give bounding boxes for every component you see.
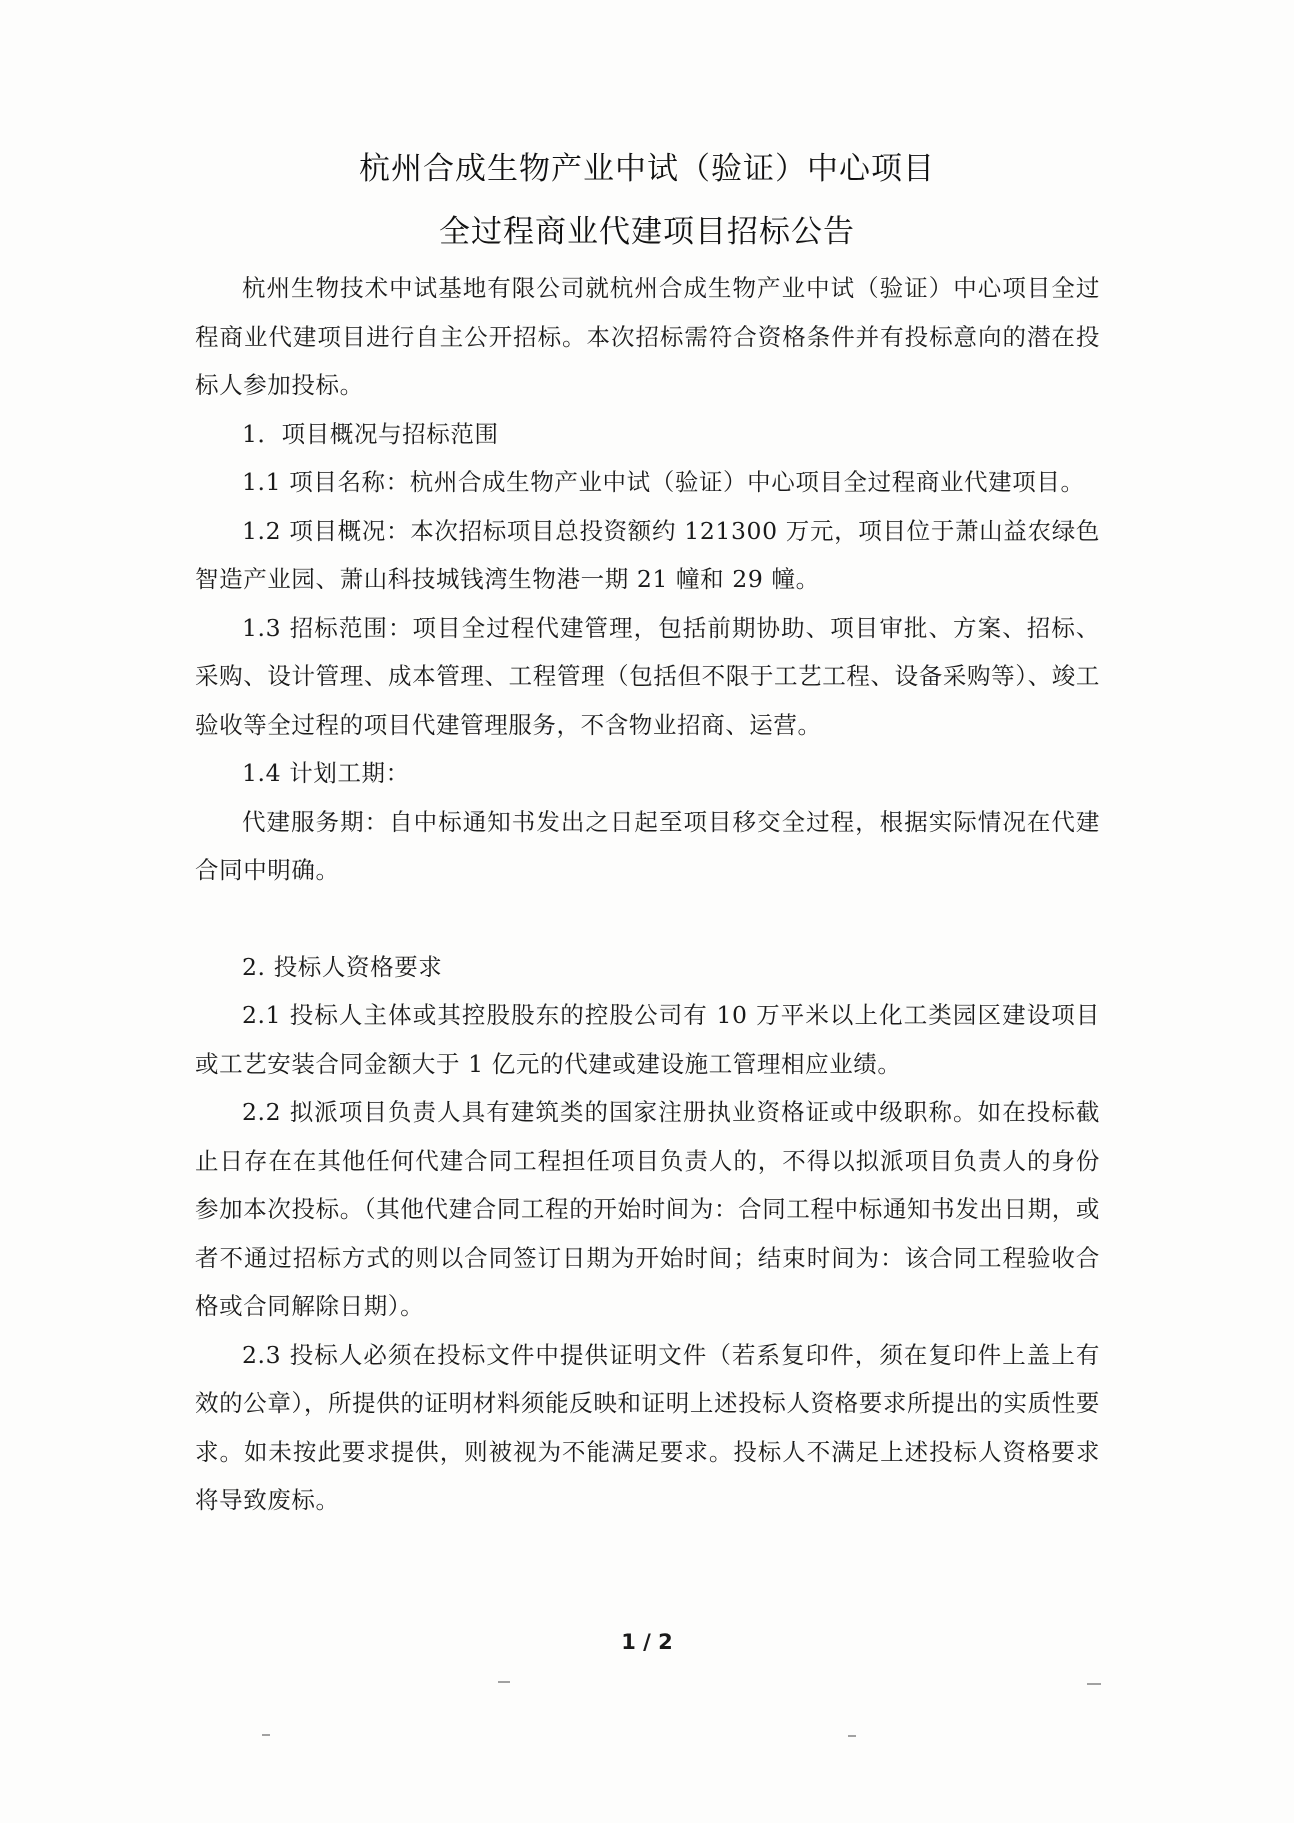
- scan-mark: [1087, 1683, 1101, 1685]
- section-heading-2: 2. 投标人资格要求: [242, 952, 443, 981]
- paragraph-1-2: 1.2 项目概况：本次招标项目总投资额约 121300 万元，项目位于萧山益农绿色智造产业园、萧山科技城钱湾生物港一期 21 幢和 29 幢。: [195, 516, 1100, 593]
- section-heading-1: 1．项目概况与招标范围: [242, 419, 499, 448]
- document-title-line-1: 杭州合成生物产业中试（验证）中心项目: [359, 151, 935, 187]
- document-title-line-2: 全过程商业代建项目招标公告: [439, 214, 855, 250]
- scan-mark: [848, 1735, 856, 1737]
- scan-mark: [262, 1734, 270, 1736]
- paragraph-2-2: 2.2 拟派项目负责人具有建筑类的国家注册执业资格证或中级职称。如在投标截止日存在在其他任何代建合同工程担任项目负责人的，不得以拟派项目负责人的身份参加本次投标。（其他代建合同工程的开始时间为：合同工程中标通知书发出日期，或者不通过招标方式的则以合同签订日期为开始时间；结束时间为：该合同工程验收合格或合同解除日期）。: [195, 1098, 1100, 1320]
- scan-mark: [498, 1681, 510, 1683]
- paragraph-2-3: 2.3 投标人必须在投标文件中提供证明文件（若系复印件，须在复印件上盖上有效的公章），所提供的证明材料须能反映和证明上述投标人资格要求所提出的实质性要求。如未按此要求提供，则被视为不能满足要求。投标人不满足上述投标人资格要求将导致废标。: [195, 1340, 1100, 1514]
- intro-paragraph: 杭州生物技术中试基地有限公司就杭州合成生物产业中试（验证）中心项目全过程商业代建项目进行自主公开招标。本次招标需符合资格条件并有投标意向的潜在投标人参加投标。: [195, 274, 1100, 399]
- paragraph-1-1: 1.1 项目名称：杭州合成生物产业中试（验证）中心项目全过程商业代建项目。: [242, 468, 1085, 496]
- service-period-paragraph: 代建服务期：自中标通知书发出之日起至项目移交全过程，根据实际情况在代建合同中明确。: [195, 807, 1100, 884]
- paragraph-1-3: 1.3 招标范围：项目全过程代建管理，包括前期协助、项目审批、方案、招标、采购、设计管理、成本管理、工程管理（包括但不限于工艺工程、设备采购等）、竣工验收等全过程的项目代建管理服务，不含物业招商、运营。: [195, 613, 1100, 739]
- paragraph-2-1: 2.1 投标人主体或其控股股东的控股公司有 10 万平米以上化工类园区建设项目或工艺安装合同金额大于 1 亿元的代建或建设施工管理相应业绩。: [195, 1001, 1100, 1078]
- paragraph-1-4: 1.4 计划工期：: [242, 759, 410, 787]
- document-body: [195, 264, 1100, 1525]
- page-number: 1 / 2: [621, 1630, 673, 1654]
